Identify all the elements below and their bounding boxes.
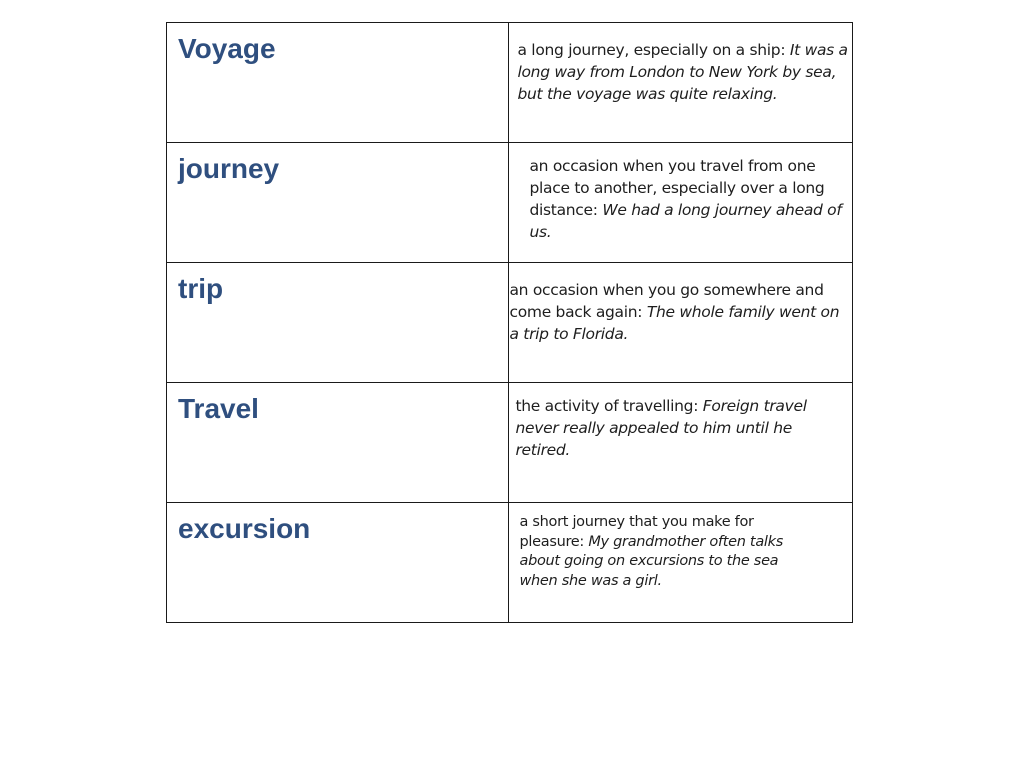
definition-text [509,503,852,591]
term-label: journey [178,153,280,184]
term-label: Travel [178,393,259,424]
definition-example: It was a long way from London to New York by sea, but the voyage was quite relaxing. [517,41,848,103]
definition-text [509,23,852,105]
term-label: trip [178,273,224,304]
definition-lead: the activity of travelling: [515,397,699,415]
table-row [167,263,853,383]
table-row [167,383,853,503]
definition-lead: a long journey, especially on a ship: [517,41,786,59]
definition-cell [509,383,853,503]
term-cell [167,23,509,143]
definition-example: We had a long journey ahead of us. [529,201,842,241]
definition-cell [509,143,853,263]
definition-text [509,383,852,461]
term-cell [167,143,509,263]
term-label: excursion [178,513,311,544]
term-label: Voyage [178,33,276,64]
definition-lead: an occasion when you travel from one place to another, especially over a long distance: [529,157,825,219]
term-cell [167,503,509,623]
definition-example: The whole family went on a trip to Florida. [509,303,840,343]
table-row [167,143,853,263]
definition-text [509,263,852,345]
term-cell [167,383,509,503]
definition-cell [509,503,853,623]
term-cell [167,263,509,383]
definition-example: My grandmother often talks about going on excursions to the sea when she was a girl. [519,533,783,589]
table-row [167,23,853,143]
definition-cell [509,263,853,383]
definition-lead: an occasion when you go somewhere and come back again: [509,281,824,321]
definition-cell [509,23,853,143]
definition-lead: a short journey that you make for pleasure: [519,514,754,550]
definition-example: Foreign travel never really appealed to him until he retired. [515,397,807,459]
vocabulary-table [166,22,853,623]
table-row [167,503,853,623]
definition-text [509,143,852,243]
